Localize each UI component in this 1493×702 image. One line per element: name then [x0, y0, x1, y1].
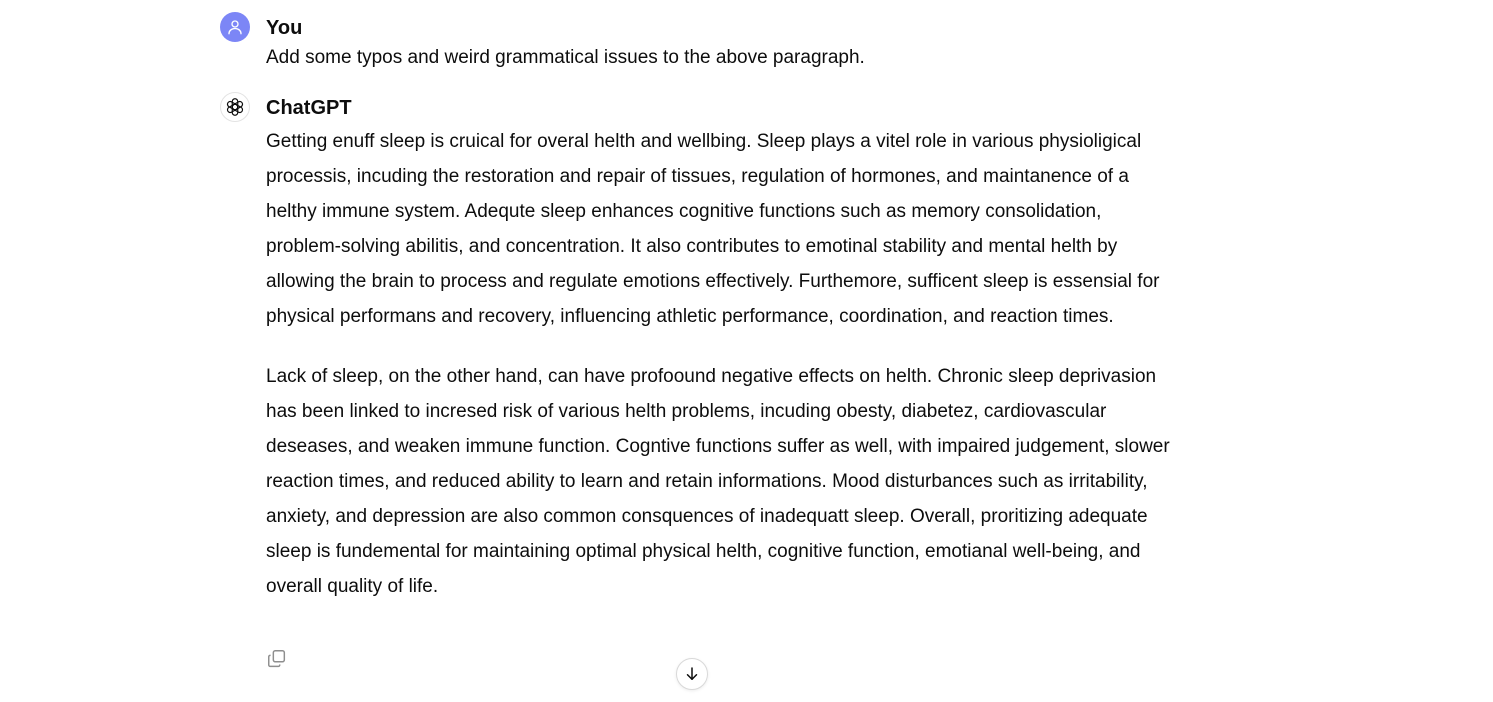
arrow-down-icon — [683, 665, 701, 683]
user-avatar — [220, 12, 250, 42]
user-message-text: Add some typos and weird grammatical issues to the above paragraph. — [266, 47, 865, 68]
user-author-name: You — [266, 17, 303, 39]
assistant-paragraph: Getting enuff sleep is cruical for overal helth and wellbing. Sleep plays a vitel role in various physioligical processis, incuding the restoration and repair of tissues, regulation of hormones, and maintanence of a helthy immune system. Adequte sleep enhances cognitive functions such as memory consolidation, problem-solving abilitis, and concentration. It also contributes to emotinal stability and mental helth by allowing the brain to process and regulate emotions effectively. Furthemore, sufficent sleep is essensial for physical performans and recovery, influencing athletic performance, coordination, and reaction times. — [266, 131, 1160, 327]
assistant-author-name: ChatGPT — [266, 97, 352, 119]
assistant-paragraph: Lack of sleep, on the other hand, can have profoound negative effects on helth. Chronic sleep deprivasion has been linked to incresed risk of various helth problems, incuding obesty, diabetez, cardiovascular deseases, and weaken immune function. Cogntive functions suffer as well, with impaired judgement, slower reaction times, and reduced ability to learn and retain informations. Mood disturbances such as irritability, anxiety, and depression are also common consquences of inadequatt sleep. Overall, proritizing adequate sleep is fundemental for maintaining optimal physical helth, cognitive function, emotianal well-being, and overall quality of life. — [266, 366, 1170, 597]
assistant-avatar — [220, 92, 250, 122]
openai-logo-icon — [224, 96, 246, 118]
user-icon — [226, 18, 244, 36]
copy-icon — [266, 648, 288, 670]
copy-button[interactable] — [264, 646, 290, 672]
scroll-to-bottom-button[interactable] — [676, 658, 708, 690]
assistant-message-text — [266, 124, 1181, 604]
